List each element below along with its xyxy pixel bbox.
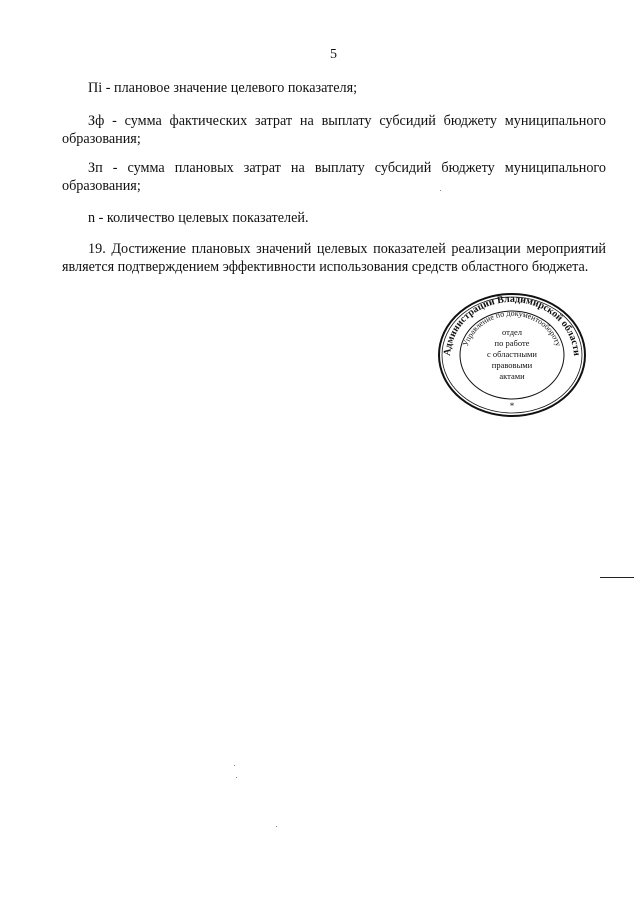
official-stamp: [437, 292, 587, 418]
paragraph-19: 19. Достижение плановых значений целевых показателей реализации мероприятий является подтверждением эффективности использования средств областного бюджета.: [62, 241, 606, 275]
stamp-center-line-3: с областными: [487, 349, 537, 359]
stamp-center-line-5: актами: [499, 371, 525, 381]
scan-speck: [440, 190, 441, 191]
scan-speck: [276, 826, 277, 827]
stamp-outer-text: Администрации Владимирской области: [441, 293, 583, 357]
scan-speck: [236, 777, 237, 778]
paragraph-zp: Зп - сумма плановых затрат на выплату субсидий бюджету муниципального образования;: [62, 160, 606, 194]
margin-rule: [600, 577, 634, 578]
paragraph-zf: Зф - сумма фактических затрат на выплату субсидий бюджету муниципального образования;: [62, 113, 606, 147]
paragraph-pi: Пi - плановое значение целевого показателя;: [88, 80, 358, 96]
stamp-star: *: [509, 401, 515, 411]
stamp-center-line-2: по работе: [494, 338, 530, 348]
scan-speck: [234, 765, 235, 766]
paragraph-n: n - количество целевых показателей.: [88, 210, 309, 226]
stamp-inner-text: Управление по документообороту: [460, 308, 564, 348]
page-number: 5: [330, 47, 337, 62]
stamp-center-line-1: отдел: [501, 327, 523, 337]
stamp-center-line-4: правовыми: [491, 360, 533, 370]
